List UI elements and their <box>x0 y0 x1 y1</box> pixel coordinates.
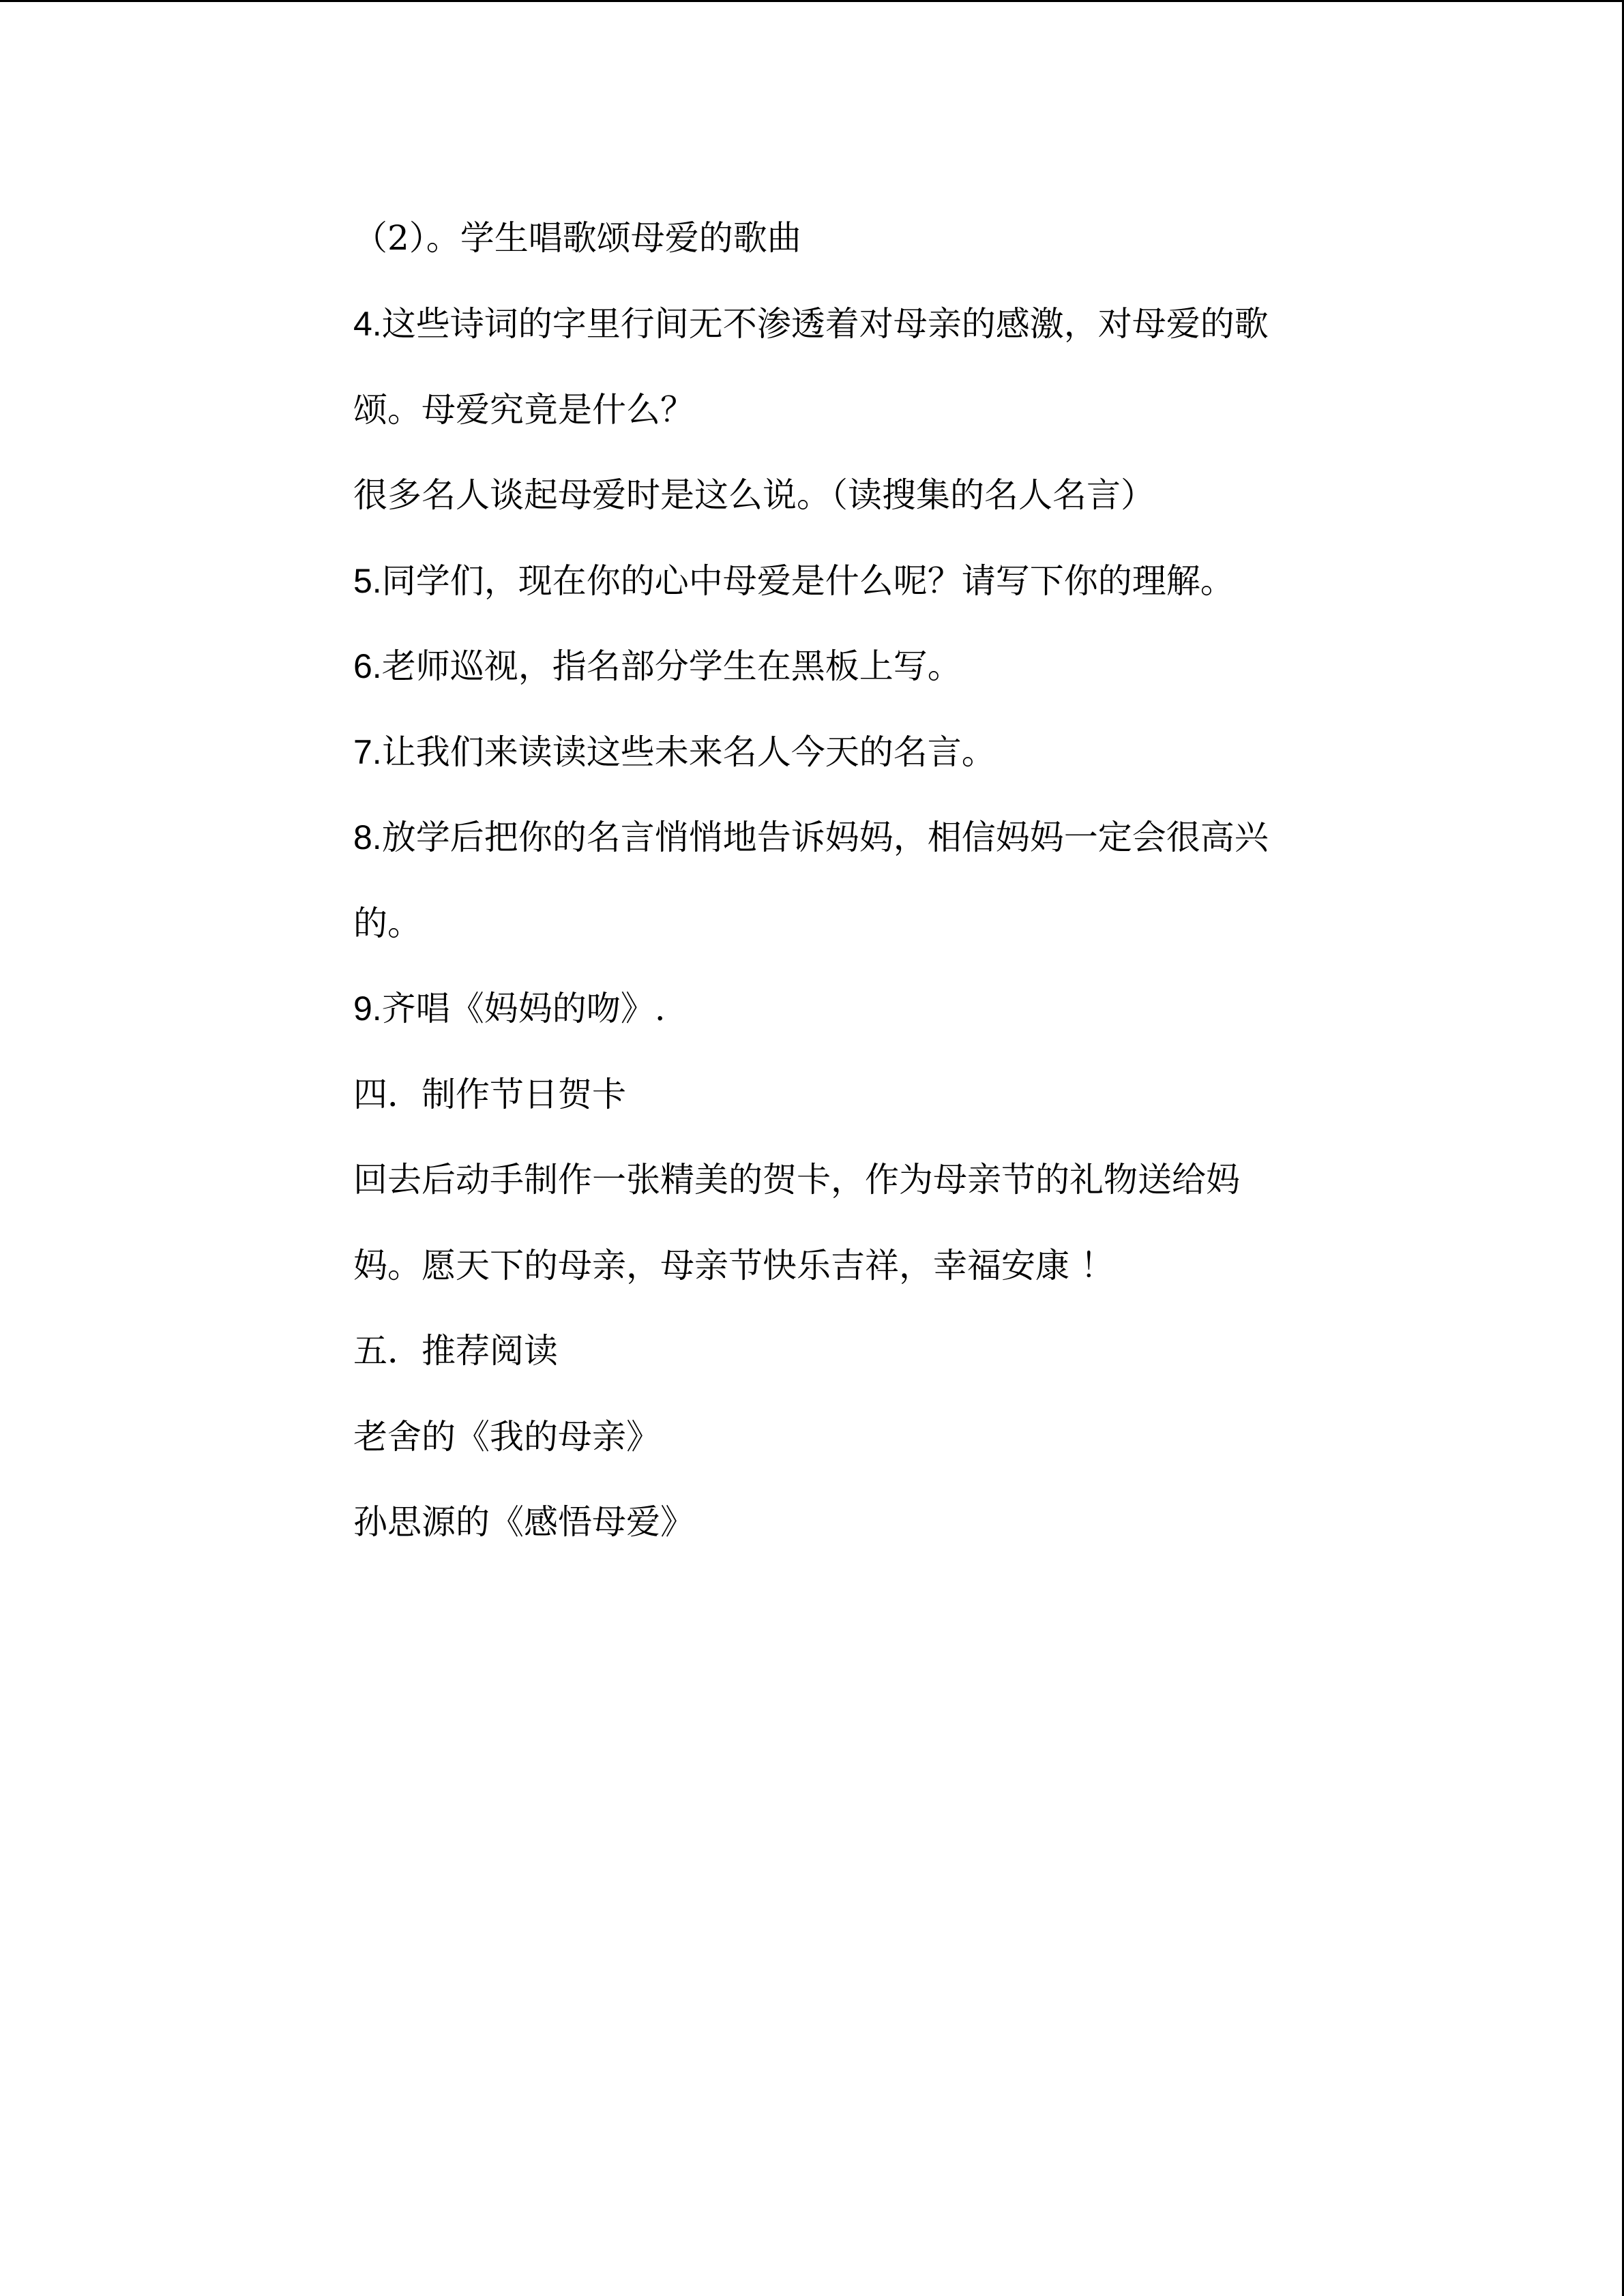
text-line: （2）。学生唱歌颂母爱的歌曲 <box>353 218 801 258</box>
reading-item: 老舍的《我的母亲》 <box>353 1417 660 1457</box>
text-line: 回去后动手制作一张精美的贺卡，作为母亲节的礼物送给妈 <box>353 1160 1240 1199</box>
section-heading: 五．推荐阅读 <box>353 1331 558 1371</box>
text-line: 8.放学后把你的名言悄悄地告诉妈妈，相信妈妈一定会很高兴 <box>353 818 1269 857</box>
text-line: 妈。愿天下的母亲，母亲节快乐吉祥，幸福安康 ！ <box>353 1246 1114 1285</box>
text-line: 5.同学们，现在你的心中母爱是什么呢？请写下你的理解。 <box>353 561 1235 601</box>
reading-item: 孙思源的《感悟母爱》 <box>353 1502 694 1542</box>
text-line: 的。 <box>353 904 422 943</box>
text-line: 很多名人谈起母爱时是这么说。（读搜集的名人名言） <box>353 475 1155 515</box>
text-line: 9.齐唱《妈妈的吻》. <box>353 989 666 1028</box>
text-line: 7.让我们来读读这些未来名人今天的名言。 <box>353 732 996 772</box>
text-line: 颂。母爱究竟是什么？ <box>353 390 694 430</box>
text-line: 6.老师巡视，指名部分学生在黑板上写。 <box>353 646 962 686</box>
text-line: 4.这些诗词的字里行间无不渗透着对母亲的感激，对母爱的歌 <box>353 304 1269 344</box>
section-heading: 四．制作节日贺卡 <box>353 1075 626 1114</box>
